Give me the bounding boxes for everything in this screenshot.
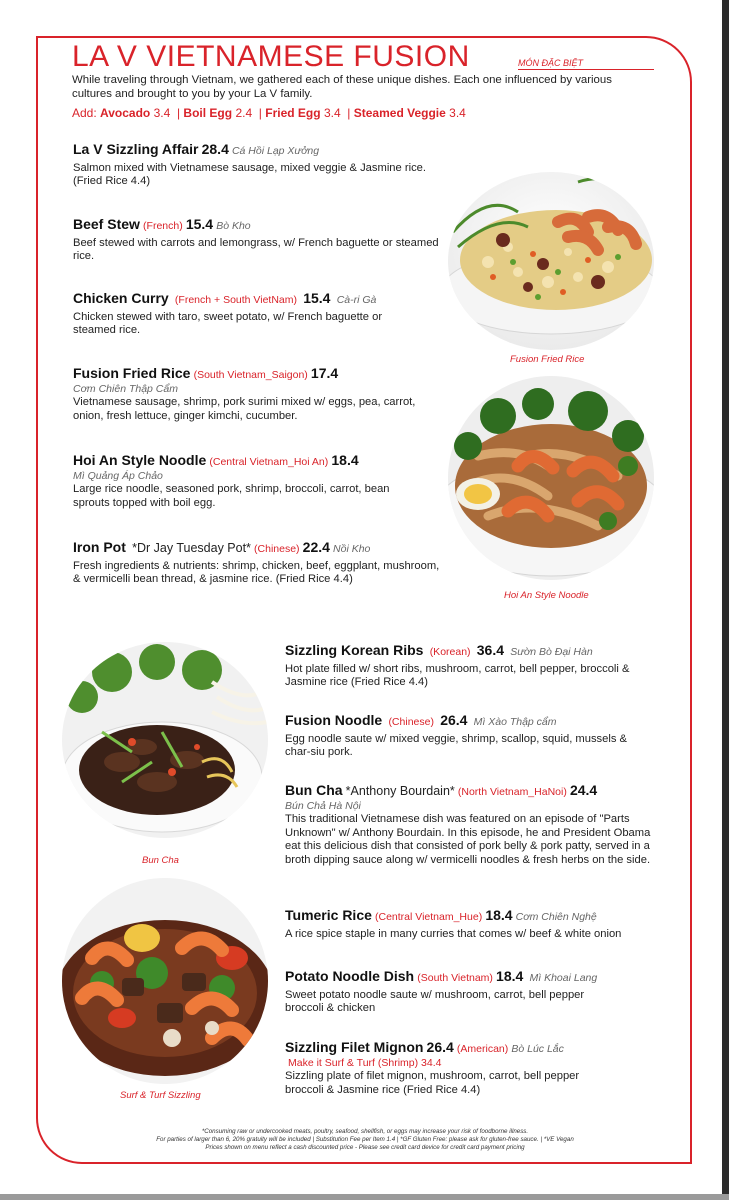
addons-prefix: Add: — [72, 106, 97, 120]
footer-line: For parties of larger than 6, 20% gratuity will be included | Substitution Fee per Item 1.4 | *GF Gluten Free: please ask for gluten-free sauce. | *VE Vegan — [156, 1136, 574, 1144]
bun-cha-caption: Bun Cha — [142, 855, 179, 866]
item-description: This traditional Vietnamese dish was featured on an episode of "Parts Unknown" w/ Anthony Bourdain. In this episode, he and President Obama eat this delicious dish that consisted of pork belly & pork patty, served in a broth dipping sauce along w/ vermicelli noodles & fresh herbs on the side. — [285, 813, 651, 866]
item-name: Tumeric Rice — [285, 907, 372, 923]
hoi-an-noodle-photo — [448, 376, 654, 580]
item-region: (American) — [456, 1043, 509, 1055]
item-note: *Anthony Bourdain* — [345, 784, 455, 798]
item-viet-name: Mì Khoai Lang — [529, 972, 598, 984]
item-description: Chicken stewed with taro, sweet potato, w/ French baguette or steamed rice. — [73, 310, 383, 337]
menu-item-korean-ribs — [285, 644, 635, 690]
item-description: Large rice noodle, seasoned pork, shrimp, broccoli, carrot, bean sprouts topped with boil egg. — [73, 483, 390, 509]
item-region: (South Vietnam) — [417, 972, 493, 984]
item-region: (Chinese) — [254, 543, 300, 555]
item-price: 26.4 — [440, 712, 468, 728]
menu-intro: While traveling through Vietnam, we gathered each of these unique dishes. Each one influenced by various cultures and brought to you by your La V family. — [72, 74, 612, 100]
item-region: (Chinese) — [388, 716, 434, 728]
item-description: Beef stewed with carrots and lemongrass, w/ French baguette or steamed rice. — [73, 236, 439, 263]
item-viet-name: Cơm Chiên Nghệ — [515, 911, 597, 923]
menu-item-iron-pot — [73, 541, 443, 587]
item-price: 36.4 — [476, 642, 505, 658]
item-price: 24.4 — [569, 782, 598, 798]
item-upgrade-option: Make it Surf & Turf (Shrimp) 34.4 — [288, 1056, 442, 1069]
item-region: (North Vietnam_HaNoi) — [457, 786, 567, 798]
specials-tag: MÓN ĐẶC BIỆT — [518, 58, 654, 70]
menu-item-chicken-curry — [73, 292, 413, 338]
menu-item-tumeric-rice — [285, 909, 657, 941]
item-description: Salmon mixed with Vietnamese sausage, mixed veggie & Jasmine rice. (Fried Rice 4.4) — [73, 161, 426, 188]
item-viet-name: Bò Lúc Lắc — [511, 1043, 564, 1055]
menu-title: LA V VIETNAMESE FUSION — [72, 40, 470, 73]
item-viet-name: Sườn Bò Đại Hàn — [510, 646, 593, 658]
item-description: Vietnamese sausage, shrimp, pork surimi mixed w/ eggs, pea, carrot, onion, fresh lettuce, ginger kimchi, cucumber. — [73, 396, 416, 422]
page-bottom-shadow — [0, 1194, 729, 1200]
item-description: Hot plate filled w/ short ribs, mushroom, carrot, bell pepper, broccoli & Jasmine rice (Fried Rice 4.4) — [285, 662, 630, 689]
item-price: 17.4 — [310, 365, 339, 381]
hoi-an-noodle-caption: Hoi An Style Noodle — [504, 590, 589, 601]
fusion-fried-rice-caption: Fusion Fried Rice — [510, 354, 585, 365]
item-price: 15.4 — [185, 216, 214, 232]
item-viet-name: Mì Xào Thập cẩm — [473, 716, 557, 728]
addon-price: 2.4 — [235, 106, 253, 120]
item-name: Chicken Curry — [73, 290, 169, 306]
item-name: Potato Noodle Dish — [285, 968, 415, 984]
item-note: *Dr Jay Tuesday Pot* — [132, 541, 251, 555]
menu-item-sizzling-affair — [73, 143, 453, 189]
addon-name: Fried Egg — [265, 106, 321, 120]
item-description: Egg noodle saute w/ mixed veggie, shrimp, scallop, squid, mussels & char-siu pork. — [285, 732, 628, 759]
footer-line: Prices shown on menu reflect a cash discounted price - Please see credit card device for credit card payment pricing — [205, 1144, 525, 1152]
surf-turf-caption: Surf & Turf Sizzling — [120, 1090, 201, 1101]
item-name: Fusion Noodle — [285, 712, 383, 728]
item-name: Iron Pot — [73, 539, 126, 555]
page-edge-shadow — [722, 0, 729, 1200]
item-viet-name: Bún Chả Hà Nội — [285, 799, 361, 812]
item-description: Sweet potato noodle saute w/ mushroom, carrot, bell pepper broccoli & chicken — [285, 988, 585, 1015]
item-viet-name: Cá Hồi Lạp Xưởng — [231, 145, 320, 157]
item-price: 22.4 — [302, 539, 330, 555]
item-viet-name: Mì Quảng Áp Chảo — [73, 469, 163, 482]
item-price: 18.4 — [485, 907, 513, 923]
item-price: 18.4 — [496, 968, 524, 984]
item-description: Sizzling plate of filet mignon, mushroom, carrot, bell pepper broccoli & Jasmine rice (Fried Rice 4.4) — [285, 1070, 580, 1096]
menu-item-fusion-noodle — [285, 714, 650, 760]
item-name: Bun Cha — [285, 782, 343, 798]
item-viet-name: Cà-ri Gà — [336, 294, 377, 306]
menu-item-fusion-fried-rice — [73, 367, 443, 423]
item-name: Sizzling Korean Ribs — [285, 642, 424, 658]
item-name: Sizzling Filet Mignon — [285, 1039, 424, 1055]
item-price: 18.4 — [331, 452, 359, 468]
item-region: (Central Vietnam_Hoi An) — [209, 456, 329, 468]
menu-item-beef-stew — [73, 218, 453, 264]
addon-price: 3.4 — [323, 106, 341, 120]
menu-item-filet-mignon — [285, 1041, 605, 1097]
item-region: (Korean) — [429, 646, 471, 658]
item-description: A rice spice staple in many curries that comes w/ beef & white onion — [285, 927, 622, 940]
item-region: (French + South VietNam) — [174, 294, 297, 306]
addon-price: 3.4 — [449, 106, 466, 120]
menu-item-hoi-an-noodle — [73, 454, 423, 510]
item-name: Hoi An Style Noodle — [73, 452, 207, 468]
item-name: La V Sizzling Affair — [73, 141, 199, 157]
item-viet-name: Bò Kho — [216, 220, 251, 232]
bun-cha-photo — [62, 642, 268, 838]
menu-item-potato-noodle — [285, 970, 605, 1016]
item-viet-name: Nồi Kho — [333, 543, 371, 555]
item-name: Fusion Fried Rice — [73, 365, 191, 381]
addon-name: Boil Egg — [183, 106, 233, 120]
item-description: Fresh ingredients & nutrients: shrimp, chicken, beef, eggplant, mushroom, & vermicelli bean thread, & jasmine rice. (Fried Rice 4.4) — [73, 559, 440, 586]
item-viet-name: Cơm Chiên Thập Cẩm — [73, 382, 178, 395]
item-region: (Central Vietnam_Hue) — [375, 911, 483, 923]
footer-line: *Consuming raw or undercooked meats, poultry, seafood, shellfish, or eggs may increase your risk of foodborne illness. — [201, 1128, 529, 1135]
item-region: (French) — [143, 220, 183, 232]
addons-line: Add: Avocado 3.4 | Boil Egg 2.4 | Fried Egg 3.4 | Steamed Veggie 3.4 — [72, 106, 466, 120]
addon-price: 3.4 — [153, 106, 171, 120]
fusion-fried-rice-photo — [448, 172, 654, 350]
item-name: Beef Stew — [73, 216, 140, 232]
addon-name: Steamed Veggie — [353, 106, 446, 120]
item-region: (South Vietnam_Saigon) — [193, 369, 308, 381]
item-price: 26.4 — [426, 1039, 454, 1055]
item-price: 15.4 — [303, 290, 331, 306]
surf-turf-photo — [62, 878, 268, 1084]
addon-name: Avocado — [100, 106, 151, 120]
menu-item-bun-cha — [285, 784, 657, 868]
item-price: 28.4 — [201, 141, 229, 157]
menu-footer — [72, 1128, 658, 1153]
